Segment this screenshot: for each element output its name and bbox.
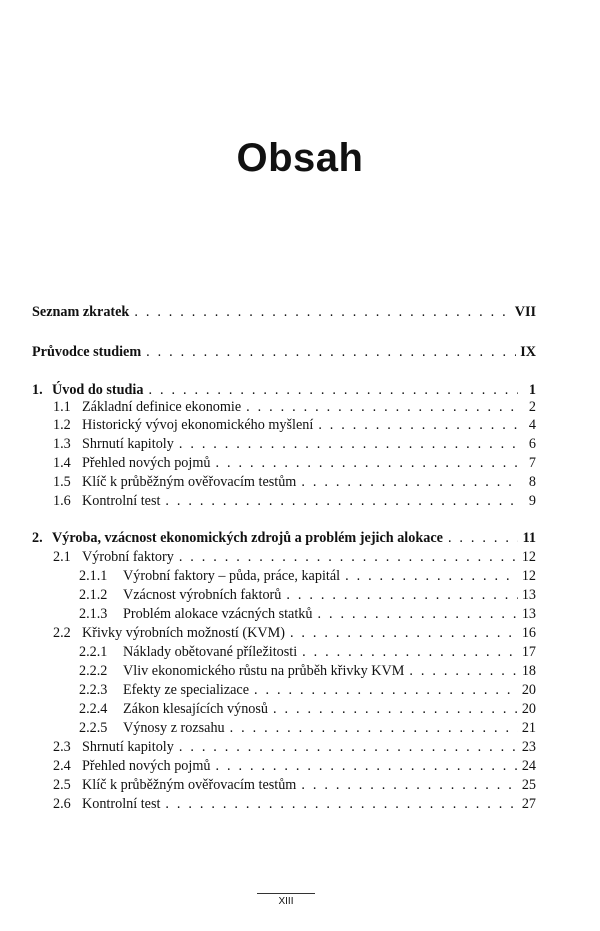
toc-entry bbox=[79, 661, 536, 681]
toc-entry-page: 21 bbox=[521, 720, 536, 736]
toc-entry-page: 12 bbox=[521, 568, 536, 584]
toc-dot-leader bbox=[409, 661, 517, 681]
toc-entry bbox=[53, 756, 536, 776]
toc-entry-title: Výroba, vzácnost ekonomických zdrojů a problém jejich alokace bbox=[52, 530, 443, 546]
toc-entry-page: 12 bbox=[521, 549, 536, 565]
toc-entry-title: Kontrolní test bbox=[82, 493, 161, 509]
toc-dot-leader bbox=[318, 604, 518, 624]
toc-dot-leader bbox=[215, 453, 518, 473]
toc-dot-leader bbox=[290, 623, 518, 643]
toc-dot-leader bbox=[301, 775, 517, 795]
toc-dot-leader bbox=[179, 434, 518, 454]
toc-dot-leader bbox=[215, 756, 517, 776]
toc-entry-title: Seznam zkratek bbox=[32, 304, 130, 320]
toc-entry-page: 1 bbox=[528, 382, 536, 398]
toc-entry-title: Výnosy z rozsahu bbox=[123, 720, 225, 736]
toc-entry-number: 1.3 bbox=[53, 436, 71, 452]
toc-entry-page: 24 bbox=[521, 758, 536, 774]
toc-entry-page: 9 bbox=[528, 493, 536, 509]
toc-entry bbox=[53, 453, 536, 473]
page-number: XIII bbox=[278, 896, 294, 907]
toc-entry-title: Problém alokace vzácných statků bbox=[123, 606, 313, 622]
toc-dot-leader bbox=[246, 397, 518, 417]
toc-entry bbox=[79, 585, 536, 605]
toc-entry bbox=[53, 397, 536, 417]
toc-entry-page: 6 bbox=[528, 436, 536, 452]
toc-entry-number: 2.1.3 bbox=[79, 606, 108, 622]
toc-entry-page: 4 bbox=[528, 417, 536, 433]
toc-entry-number: 1.5 bbox=[53, 474, 71, 490]
toc-entry-number: 2.2.5 bbox=[79, 720, 108, 736]
toc-dot-leader bbox=[254, 680, 518, 700]
toc-entry-number: 2.6 bbox=[53, 796, 71, 812]
toc-entry-title: Vzácnost výrobních faktorů bbox=[123, 587, 282, 603]
toc-entry-title: Základní definice ekonomie bbox=[82, 399, 242, 415]
toc-dot-leader bbox=[448, 528, 518, 548]
toc-dot-leader bbox=[179, 547, 518, 567]
toc-dot-leader bbox=[286, 585, 517, 605]
toc-entry-number: 2.2.4 bbox=[79, 701, 108, 717]
toc-entry bbox=[79, 566, 536, 586]
toc-entry-page: 13 bbox=[521, 587, 536, 603]
toc-entry-title: Úvod do studia bbox=[52, 382, 144, 398]
toc-entry-page: 23 bbox=[521, 739, 536, 755]
toc-entry-page: VII bbox=[514, 304, 536, 320]
toc-entry-page: 18 bbox=[521, 663, 536, 679]
toc-entry bbox=[53, 775, 536, 795]
toc-dot-leader bbox=[273, 699, 518, 719]
toc-entry bbox=[79, 642, 536, 662]
toc-entry-page: 20 bbox=[521, 701, 536, 717]
toc-entry bbox=[79, 680, 536, 700]
toc-entry-title: Klíč k průběžným ověřovacím testům bbox=[82, 777, 297, 793]
toc-dot-leader bbox=[302, 642, 518, 662]
toc-entry-page: 8 bbox=[528, 474, 536, 490]
toc-entry bbox=[79, 604, 536, 624]
toc-dot-leader bbox=[318, 415, 518, 435]
toc-entry-page: 17 bbox=[521, 644, 536, 660]
toc-entry bbox=[53, 737, 536, 757]
toc-dot-leader bbox=[146, 342, 516, 362]
toc-dot-leader bbox=[301, 472, 518, 492]
toc-entry bbox=[53, 794, 536, 814]
toc-entry-number: 2.2.3 bbox=[79, 682, 108, 698]
toc-entry-number: 2.2.1 bbox=[79, 644, 108, 660]
toc-entry-number: 2.1 bbox=[53, 549, 71, 565]
toc-entry-title: Průvodce studiem bbox=[32, 344, 142, 360]
toc-entry-number: 2.2 bbox=[53, 625, 71, 641]
toc-dot-leader bbox=[134, 302, 510, 322]
toc-entry bbox=[53, 434, 536, 454]
toc-entry-number: 1.2 bbox=[53, 417, 71, 433]
toc-entry-number: 2.1.1 bbox=[79, 568, 108, 584]
toc-entry-number: 2.3 bbox=[53, 739, 71, 755]
toc-entry-number: 1. bbox=[32, 382, 43, 398]
toc-entry bbox=[32, 342, 536, 362]
toc-entry-title: Vliv ekonomického růstu na průběh křivky KVM bbox=[123, 663, 405, 679]
toc-entry bbox=[53, 491, 536, 511]
toc-entry-title: Výrobní faktory – půda, práce, kapitál bbox=[123, 568, 341, 584]
toc-entry-number: 2.1.2 bbox=[79, 587, 108, 603]
toc-entry-page: 13 bbox=[521, 606, 536, 622]
toc-entry-page: IX bbox=[520, 344, 536, 360]
toc-entry-number: 1.6 bbox=[53, 493, 71, 509]
toc-entry-page: 27 bbox=[521, 796, 536, 812]
toc-entry bbox=[53, 623, 536, 643]
toc-dot-leader bbox=[230, 718, 518, 738]
toc-entry-number: 1.4 bbox=[53, 455, 71, 471]
toc-entry-number: 2.2.2 bbox=[79, 663, 108, 679]
toc-entry-number: 2.4 bbox=[53, 758, 71, 774]
toc-entry-page: 25 bbox=[521, 777, 536, 793]
toc-dot-leader bbox=[165, 794, 517, 814]
toc-dot-leader bbox=[179, 737, 518, 757]
toc-entry-title: Přehled nových pojmů bbox=[82, 455, 211, 471]
toc-entry bbox=[53, 415, 536, 435]
toc-entry-title: Přehled nových pojmů bbox=[82, 758, 211, 774]
toc-entry-title: Výrobní faktory bbox=[82, 549, 174, 565]
toc-entry bbox=[79, 699, 536, 719]
toc-dot-leader bbox=[345, 566, 518, 586]
toc-entry-title: Shrnutí kapitoly bbox=[82, 739, 174, 755]
toc-entry-number: 2.5 bbox=[53, 777, 71, 793]
page-title: Obsah bbox=[236, 136, 364, 180]
toc-dot-leader bbox=[165, 491, 518, 511]
toc-entry-title: Kontrolní test bbox=[82, 796, 161, 812]
toc-entry-title: Zákon klesajících výnosů bbox=[123, 701, 268, 717]
toc-entry bbox=[53, 472, 536, 492]
footer-divider bbox=[257, 893, 315, 894]
toc-entry-title: Klíč k průběžným ověřovacím testům bbox=[82, 474, 297, 490]
toc-entry-title: Křivky výrobních možností (KVM) bbox=[82, 625, 285, 641]
toc-entry bbox=[53, 547, 536, 567]
toc-entry-page: 16 bbox=[521, 625, 536, 641]
toc-entry-title: Efekty ze specializace bbox=[123, 682, 250, 698]
toc-entry-page: 2 bbox=[528, 399, 536, 415]
toc-entry-number: 1.1 bbox=[53, 399, 71, 415]
toc-entry bbox=[32, 302, 536, 322]
toc-entry bbox=[79, 718, 536, 738]
toc-entry-number: 2. bbox=[32, 530, 43, 546]
toc-entry bbox=[32, 528, 536, 548]
toc-entry-page: 11 bbox=[522, 530, 536, 546]
toc-entry-title: Historický vývoj ekonomického myšlení bbox=[82, 417, 314, 433]
toc-entry-page: 7 bbox=[528, 455, 536, 471]
toc-entry-title: Náklady obětované příležitosti bbox=[123, 644, 298, 660]
toc-entry-title: Shrnutí kapitoly bbox=[82, 436, 174, 452]
toc-entry-page: 20 bbox=[521, 682, 536, 698]
